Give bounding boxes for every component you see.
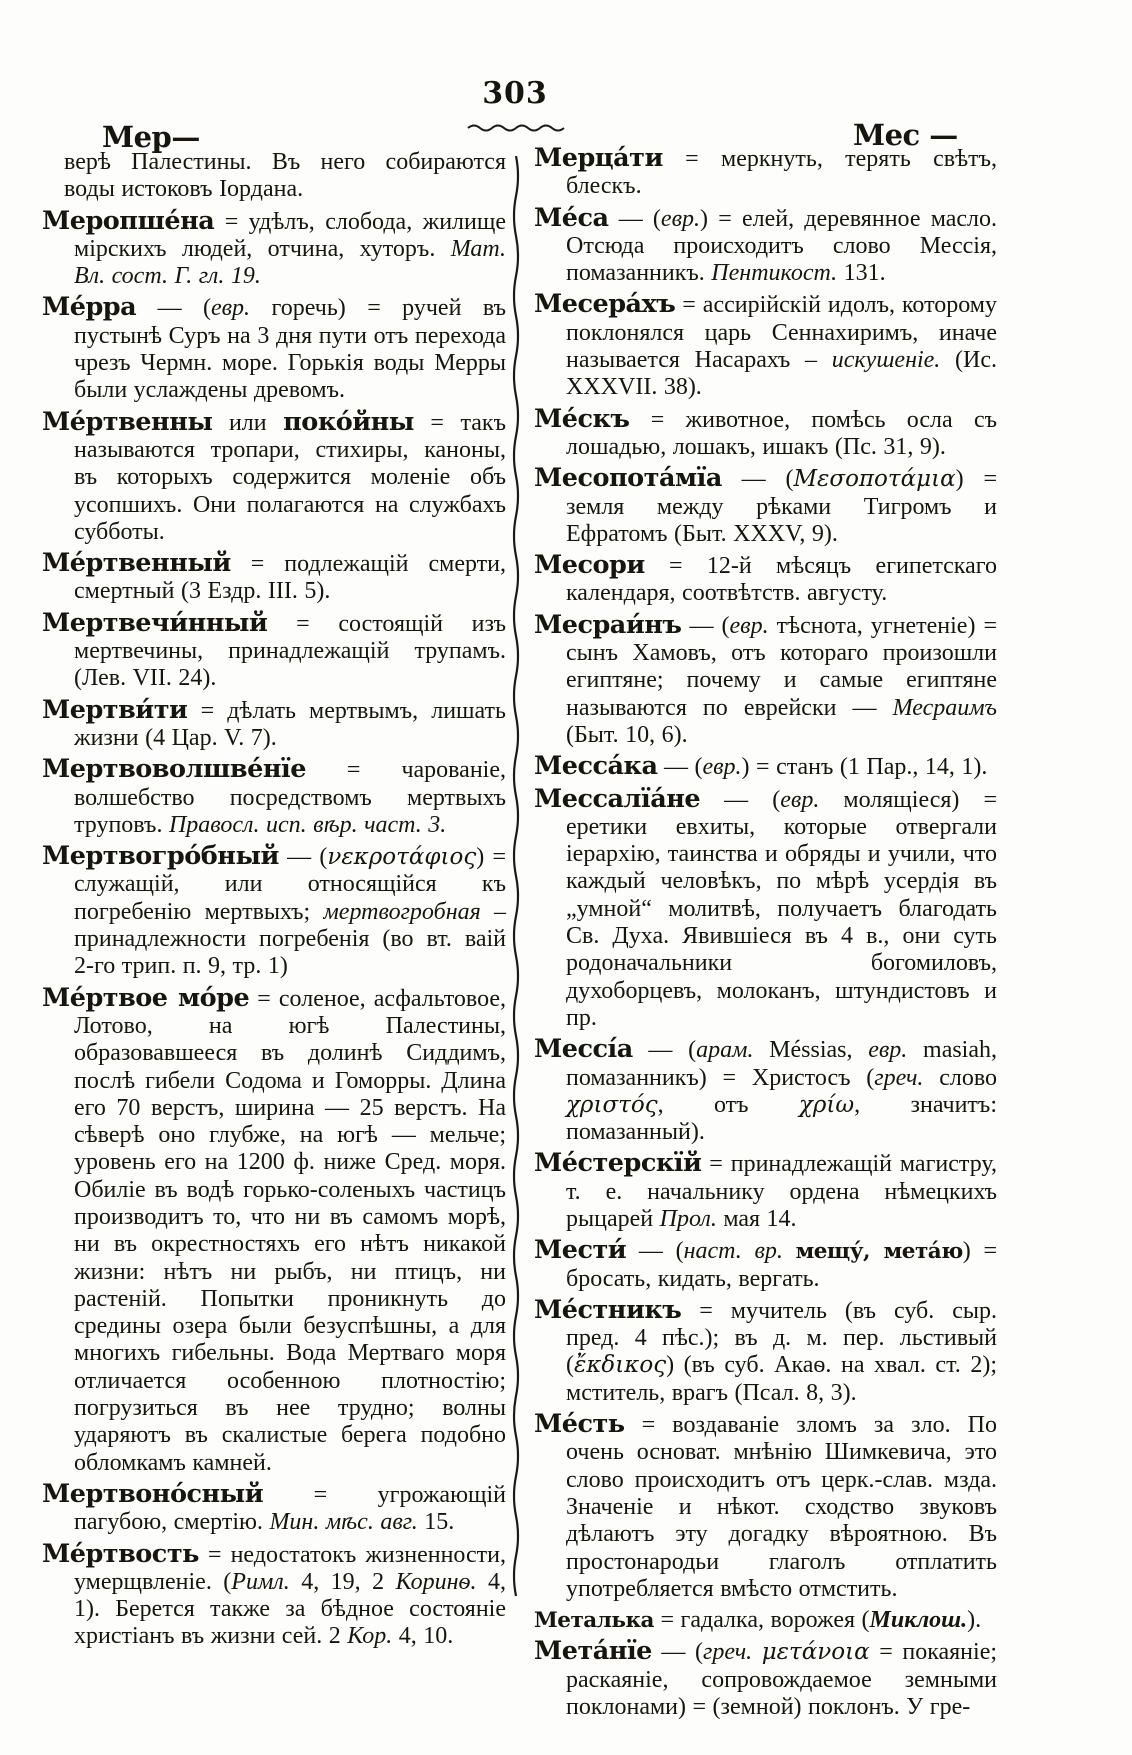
entry-text: χρίω [798, 1091, 855, 1118]
dictionary-entry [534, 1036, 997, 1146]
dictionary-entry [534, 609, 997, 749]
entry-text: слово [923, 1064, 997, 1091]
entry-text: — ( [721, 466, 794, 493]
entry-text: ) = служащій, или относящійся къ погребенію мертвыхъ; [74, 844, 506, 925]
entry-text: Коринѳ. [395, 1568, 477, 1595]
dictionary-entry [42, 1478, 506, 1537]
headword: Мертви́ти [42, 694, 188, 725]
dictionary-entry [534, 1638, 997, 1721]
entry-text: — ( [278, 844, 328, 871]
dictionary-entry [534, 1150, 997, 1233]
headword: мещу́, мета́ю [795, 1239, 963, 1265]
page-number-underline [466, 122, 566, 134]
dictionary-entry [42, 149, 506, 204]
entry-text: греч. [874, 1064, 924, 1091]
entry-text: 4, 1). Берется также за бѣдное состояніе христіанъ въ жизни сей. 2 [74, 1568, 507, 1650]
entry-text: Прол. [659, 1205, 717, 1232]
headword: Ме́ртвенный [42, 548, 231, 579]
entry-text [752, 1639, 762, 1665]
dictionary-entry [534, 403, 997, 462]
headword: Ме́сть [534, 1409, 625, 1440]
entry-text: Миклош. [869, 1607, 968, 1634]
left-column [42, 149, 506, 1655]
entry-text: — ( [681, 612, 730, 639]
entry-text: — ( [632, 1037, 697, 1064]
headword: Мерца́ти [534, 143, 663, 173]
entry-text: евр. [702, 754, 742, 781]
running-head-right: Мес — [853, 118, 958, 152]
headword: поко́йны [283, 406, 414, 437]
headword: Ме́стникъ [534, 1294, 682, 1325]
entry-text: — ( [608, 205, 661, 232]
entry-text: = состоящій изъ мертвечины, принадлежащій трупамъ. (Лев. VII. 24). [74, 610, 506, 692]
entry-text: = дѣлать мертвымъ, лишать жизни (4 Цар. V. 7). [74, 697, 506, 751]
entry-text: = 12-й мѣсяцъ египетскаго календаря, соотвѣтств. августу. [566, 553, 997, 607]
entry-text: или [212, 409, 284, 436]
entry-text: Кор. [347, 1623, 393, 1650]
dictionary-entry [42, 694, 506, 753]
dictionary-entry [534, 291, 997, 401]
entry-text: — ( [700, 786, 781, 813]
entry-text: горечь) = ручей въ пустынѣ Суръ на 3 дня пути отъ перехода чрезъ Чермн. море. Горькія воды Мерры были услаждены древомъ. [74, 295, 506, 404]
entry-text: евр. [868, 1037, 908, 1064]
entry-text: молящіеся) = еретики евхиты, которые отвергали іерархію, таинства и обряды и учили, что каждый человѣкъ, по мѣрѣ усердія въ „умной“ молитвѣ, получаетъ благодать Св. Духа. Явившіеся въ 4 в., они суть родоначальники богомиловъ, духоборцевъ, молоканъ, штундистовъ и пр. [566, 786, 997, 1031]
entry-text: = мучитель (въ суб. сыр. пред. 4 пѣс.); въ д. м. пер. льстивый ( [566, 1297, 997, 1379]
dictionary-entry [42, 1538, 507, 1651]
headword: Мета́нїе [534, 1636, 652, 1667]
headword: Мести́ [534, 1235, 627, 1266]
dictionary-entry [534, 753, 997, 781]
entry-text: — ( [136, 295, 211, 322]
entry-text: верѣ Палестины. Въ него собираются воды истоковъ Іордана. [64, 149, 506, 203]
headword: Мертвоно́сный [42, 1478, 264, 1509]
entry-text: — ( [657, 754, 703, 781]
entry-text: тѣснота, угнетеніе) = сынъ Хамовъ, отъ котораго произошли египтяне; почему и самые египтяне называются по еврейски — [566, 612, 997, 721]
entry-text: = покаяніе; раскаяніе, сопровождаемое земными поклонами) = (земной) поклонъ. У гре- [566, 1639, 998, 1721]
entry-text: Мат. Вл. сост. Г. гл. 19. [74, 235, 506, 290]
dictionary-entry [534, 145, 997, 201]
entry-text: (Ис. XXXVII. 38). [566, 347, 998, 401]
entry-text: — ( [651, 1639, 703, 1666]
entry-text: = такъ называются тропари, стихиры, каноны, въ которыхъ содержится моленіе объ усопшихъ. Они полагаются на службахъ субботы. [74, 409, 506, 545]
entry-text: = ассирійскій идолъ, которому поклонялся царь Сеннахиримъ, иначе называется Насарахъ – [566, 292, 997, 374]
headword: Ме́скъ [534, 403, 630, 434]
entry-text: Μεσοποτάμια [793, 466, 956, 493]
entry-text: = воздаваніе зломъ за зло. По очень основат. мнѣнію Шимкевича, это слово происходитъ отъ церк.-слав. мзда. Значеніе и нѣкот. сходство звуковъ дѣлаютъ эту догадку вѣроятною. Въ простонародьи глаголъ отплатить употребляется вмѣсто отмстить. [566, 1412, 997, 1602]
dictionary-entry [42, 205, 506, 291]
entry-text: 4, 19, 2 [289, 1568, 396, 1595]
entry-text: = недостатокъ жизненности, умерщвленіе. ( [74, 1541, 506, 1595]
entry-text: мертвогробная [323, 898, 481, 925]
entry-text: νεκροτάφιος [327, 844, 477, 871]
entry-text: = угрожающій пагубою, смертію. [74, 1481, 506, 1536]
entry-text: , значитъ: помазанный). [566, 1091, 997, 1146]
headword: Мессі́а [534, 1034, 633, 1065]
dictionary-entry [534, 1294, 997, 1407]
entry-text: Правосл. исп. вѣр. част. 3. [168, 811, 447, 838]
dictionary-entry [42, 294, 506, 404]
entry-text: арам. [696, 1037, 754, 1064]
entry-text: искушеніе. [831, 347, 941, 374]
entry-text: = гадалка, ворожея ( [653, 1607, 870, 1634]
entry-text: Méssias, [753, 1037, 869, 1064]
headword: Меропше́на [42, 205, 215, 236]
headword: Ме́ртвость [42, 1538, 199, 1569]
headword: Ме́ртвенны [42, 406, 213, 437]
entry-text: = принадлежащій магистру, т. е. начальнику ордена нѣмецкихъ рыцарей [566, 1151, 997, 1232]
entry-text: μετάνοια [761, 1639, 870, 1666]
entry-text: ). [967, 1607, 982, 1634]
dictionary-entry [42, 982, 507, 1477]
entry-text: = подлежащій смерти, смертный (3 Ездр. III. 5). [74, 551, 506, 605]
entry-text: Месраимъ [892, 694, 997, 721]
dictionary-entry [534, 1237, 997, 1293]
headword: Мертвечи́нный [42, 607, 268, 638]
headword: Месопота́мїа [534, 463, 722, 494]
dictionary-entry [534, 783, 997, 1033]
entry-text: 4, 10. [392, 1623, 454, 1650]
entry-text: = соленое, асфальтовое, Лотово, на югѣ Палестины, образовавшееся въ долинѣ Сиддимъ, послѣ гибели Содома и Гоморры. Длина его 70 верстъ, ширина — 25 верстъ. На сѣверѣ оно глубже, на югѣ — мельче; уровень его на 1200 ф. ниже Сред. моря. Обиліе въ водѣ горько-соленыхъ частицъ производитъ то, что ни въ самомъ морѣ, ни въ окрестностяхъ его нѣтъ никакой жизни: нѣтъ ни рыбъ, ни птицъ, ни растеній. Попытки проникнуть до средины озера были безуспѣшны, а для многихъ гибельны. Вода Мертваго моря отличается особенною плотностію; погрузиться въ нее трудно; волны ударяютъ въ скалистые берега подобно обломкамъ камней. [74, 985, 507, 1476]
dictionary-entry [42, 607, 506, 693]
headword: Месори [534, 550, 645, 581]
entry-text: ) = земля между рѣками Тигромъ и Ефратомъ (Быт. XXXV, 9). [566, 466, 998, 547]
headword: Ме́са [534, 202, 609, 233]
entry-text: 15. [417, 1509, 455, 1536]
dictionary-entry [534, 1607, 997, 1634]
running-head-left: Мер— [102, 120, 200, 154]
dictionary-entry [534, 552, 997, 608]
entry-text: — ( [626, 1238, 684, 1265]
entry-text: ) (въ суб. Акаѳ. на хвал. ст. 2); мститель, врагъ (Псал. 8, 3). [566, 1352, 997, 1406]
headword: Месера́хъ [534, 289, 676, 320]
entry-text: ἔκδικος [574, 1352, 667, 1379]
dictionary-entry [534, 465, 997, 548]
headword: Мессалїа́не [534, 783, 701, 814]
headword: Месса́ка [534, 751, 658, 782]
entry-text: Римл. [231, 1568, 290, 1595]
entry-text: = чарованіе, волшебство посредствомъ мертвыхъ труповъ. [74, 757, 506, 838]
dictionary-entry [534, 202, 997, 288]
entry-text: masiah, помазанникъ) = Христосъ ( [566, 1037, 998, 1091]
dictionary-entry [42, 756, 506, 839]
entry-text: χριστός [566, 1091, 658, 1118]
headword: Ме́рра [42, 292, 137, 323]
entry-text: (Быт. 10, 6). [566, 721, 688, 748]
entry-text: , отъ [657, 1091, 799, 1118]
page-number: 303 [482, 76, 548, 111]
dictionary-entry [42, 550, 506, 606]
entry-text [783, 1238, 796, 1264]
dictionary-entry [534, 1411, 997, 1603]
column-divider [508, 156, 524, 1600]
entry-text: 131. [837, 260, 886, 287]
entry-text: ) = станъ (1 Пар., 14, 1). [741, 754, 988, 781]
headword: Мертвоволшве́нїе [42, 754, 306, 785]
entry-text: – принадлежности погребенія (во вт. ваій 2-го трип. п. 9, тр. 1) [74, 898, 507, 980]
entry-text: наст. вр. [683, 1238, 783, 1265]
entry-text: Мин. мѣс. авг. [269, 1509, 418, 1536]
headword: Металька [534, 1608, 654, 1634]
entry-text: Пентикост. [711, 260, 838, 287]
entry-text: = животное, помѣсь осла съ лошадью, лошакъ, ишакъ (Пс. 31, 9). [566, 406, 997, 460]
headword: Ме́ртвое мо́ре [42, 982, 250, 1013]
entry-text: = меркнуть, терять свѣтъ, блескъ. [566, 146, 997, 200]
entry-text: евр. [210, 295, 251, 322]
entry-text: евр. [780, 786, 820, 813]
headword: Мертвогро́бный [42, 841, 279, 872]
entry-text: = удѣлъ, слобода, жилище мірскихъ людей, отчина, хуторъ. [74, 208, 506, 262]
entry-text: евр. [660, 205, 700, 232]
headword: Месраи́нъ [534, 609, 682, 640]
entry-text: ) = елей, деревянное масло. Отсюда происходитъ слово Мессія, помазанникъ. [566, 205, 997, 287]
entry-text: мая 14. [716, 1205, 797, 1232]
dictionary-entry [42, 406, 506, 546]
right-column [534, 145, 997, 1725]
headword: Ме́стерскїй [534, 1148, 702, 1179]
entry-text: евр. [729, 612, 769, 639]
entry-text: ) = бросать, кидать, вергать. [566, 1238, 997, 1292]
dictionary-entry [42, 843, 506, 980]
entry-text: греч. [703, 1639, 753, 1666]
